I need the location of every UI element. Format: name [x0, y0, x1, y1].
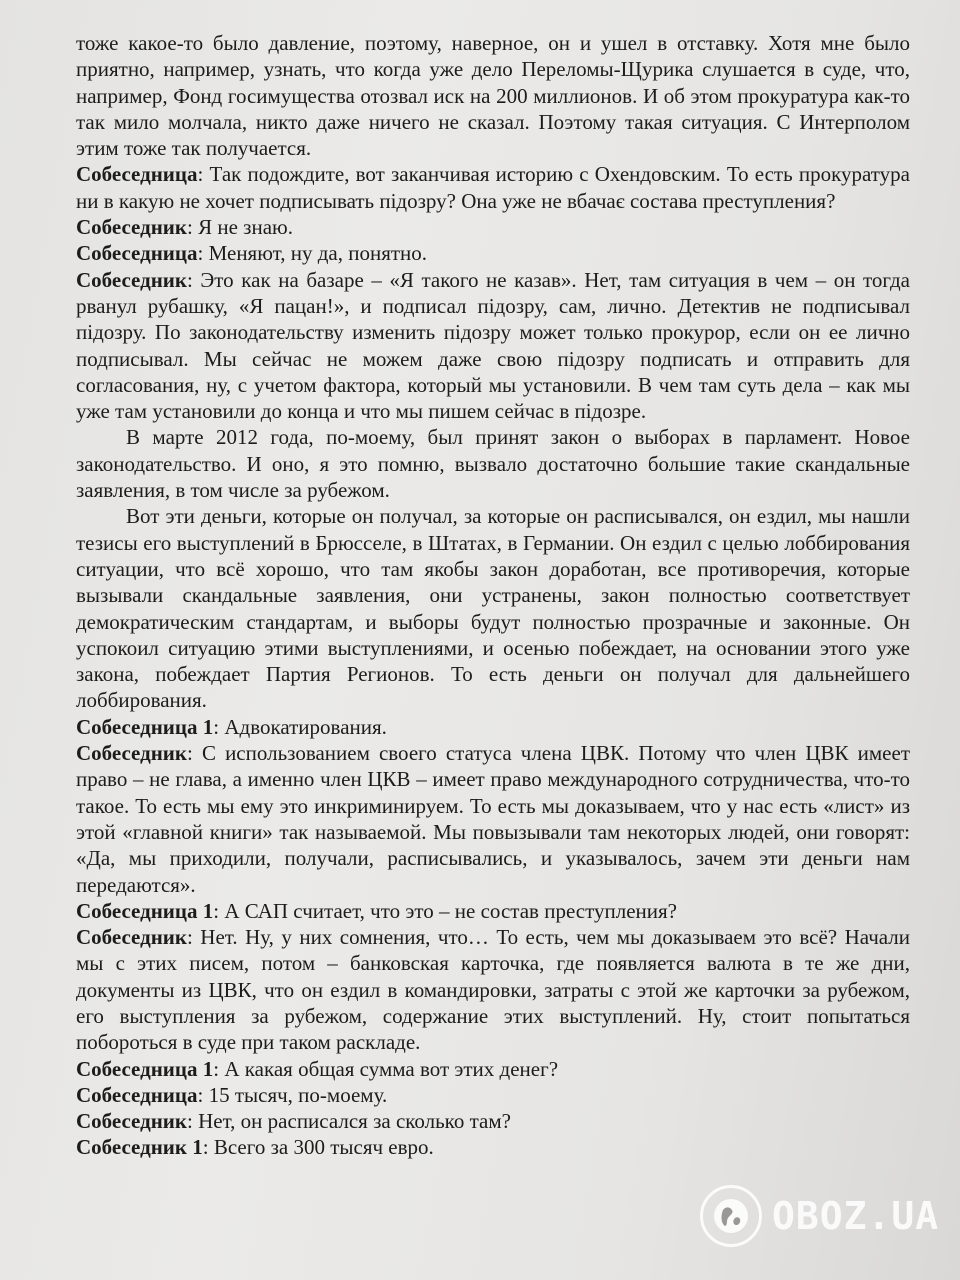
- paragraph: тоже какое-то было давление, поэтому, наверное, он и ушел в отставку. Хотя мне было приятно, например, узнать, что когда уже дело Переломы-Щурика слушается в суде, что, например, Фонд госимущества отозвал иск на 200 миллионов. И об этом прокуратура как-то так мило молчала, никто даже ничего не сказал. Поэтому такая ситуация. С Интерполом этим тоже так получается.: [76, 31, 910, 161]
- dialogue-line: [76, 1056, 910, 1082]
- speaker-name: Собеседница: [76, 1082, 198, 1107]
- dialogue-line: [76, 214, 910, 240]
- document-body: [76, 30, 910, 1161]
- speaker-name: Собеседница: [76, 162, 198, 187]
- speech-text: : Всего за 300 тысяч евро.: [202, 1135, 434, 1160]
- speech-text: : С использованием своего статуса члена ЦВК. Потому что член ЦВК имеет право – не глава, а именно член ЦКВ – имеет право международного сотрудничества, что-то такое. То есть мы ему это инкриминируем. То есть мы доказываем, что у нас есть «лист» из этой «главной книги» так называемой. Мы повызывали там некоторых людей, они говорят: «Да, мы приходили, получали, расписывались, и указывалось, зачем эти деньги нам передаются».: [76, 741, 910, 897]
- speaker-name: Собеседник: [76, 215, 188, 240]
- dialogue-line: [76, 740, 910, 898]
- speech-text: : А какая общая сумма вот этих денег?: [213, 1056, 559, 1081]
- speaker-name: Собеседник 1: [76, 1135, 203, 1160]
- speech-text: : А САП считает, что это – не состав преступления?: [213, 898, 677, 923]
- dialogue-line: [76, 924, 910, 1055]
- speaker-name: Собеседник: [76, 267, 188, 292]
- speaker-name: Собеседница 1: [76, 1056, 214, 1081]
- speaker-name: Собеседница: [76, 241, 198, 266]
- watermark-text: OBOZ.UA: [772, 1194, 940, 1238]
- speaker-name: Собеседница 1: [76, 714, 214, 739]
- dialogue-line: [76, 1108, 910, 1134]
- dialogue-line: [76, 1082, 910, 1108]
- speech-text: : Я не знаю.: [187, 215, 293, 240]
- speech-text: : Нет, он расписался за сколько там?: [187, 1109, 511, 1134]
- speaker-name: Собеседник: [76, 741, 188, 766]
- paragraph: Вот эти деньги, которые он получал, за которые он расписывался, он ездил, мы нашли тезисы его выступлений в Брюсселе, в Штатах, в Германии. Он ездил с целью лоббирования ситуации, что всё хорошо, что там якобы закон доработан, все противоречия, которые вызывали скандальные заявления, они устранены, закон полностью соответствует демократическим стандартам, и выборы будут полностью прозрачные и законные. Он успокоил ситуацию этими выступлениями, и осенью побеждает, на основании этого уже закона, побеждает Партия Регионов. То есть деньги он получал для дальнейшего лоббирования.: [76, 504, 910, 713]
- speech-text: : Это как на базаре – «Я такого не казав». Нет, там ситуация в чем – он тогда рванул рубашку, «Я пацан!», и подписал підозру, сам, лично. Детектив не подписывал підозру. По законодательству изменить підозру может только прокурор, если он ее лично подписывал. Мы сейчас не можем даже свою підозру подписать и отправить для согласования, ну, с учетом фактора, который мы установили. В чем там суть дела – как мы уже там установили до конца и что мы пишем сейчас в підозре.: [76, 267, 910, 424]
- dialogue-line: [76, 267, 910, 425]
- speech-text: : Так подождите, вот заканчивая историю с Охендовским. То есть прокуратура ни в какую не хочет подписывать підозру? Она уже не вбачає состава преступления?: [76, 162, 910, 213]
- speech-text: : Меняют, ну да, понятно.: [197, 241, 428, 266]
- watermark: [700, 1184, 939, 1248]
- speaker-name: Собеседник: [76, 1109, 188, 1134]
- speaker-name: Собеседник: [76, 925, 188, 950]
- dialogue-line: [76, 240, 910, 266]
- speech-text: : 15 тысяч, по-моему.: [197, 1082, 388, 1107]
- dialogue-line: [76, 714, 910, 740]
- speech-text: : Нет. Ну, у них сомнения, что… То есть, чем мы доказываем это всё? Начали мы с этих писем, потом – банковская карточка, где появляется валюта в те же дни, документы из ЦВК, что он ездил в командировки, затраты с этой же карточки за рубежом, его выступления за рубежом, содержание этих выступлений. Ну, стоит попытаться побороться в суде при таком раскладе.: [76, 925, 910, 1055]
- dialogue-line: [76, 1134, 910, 1160]
- speaker-name: Собеседница 1: [76, 898, 214, 923]
- dialogue-line: [76, 898, 910, 924]
- globe-icon: [700, 1185, 762, 1247]
- paragraph: В марте 2012 года, по-моему, был принят закон о выборах в парламент. Новое законодательство. И оно, я это помню, вызвало достаточно большие такие скандальные заявления, в том числе за рубежом.: [76, 425, 910, 503]
- speech-text: : Адвокатирования.: [213, 714, 387, 739]
- dialogue-line: [76, 161, 910, 214]
